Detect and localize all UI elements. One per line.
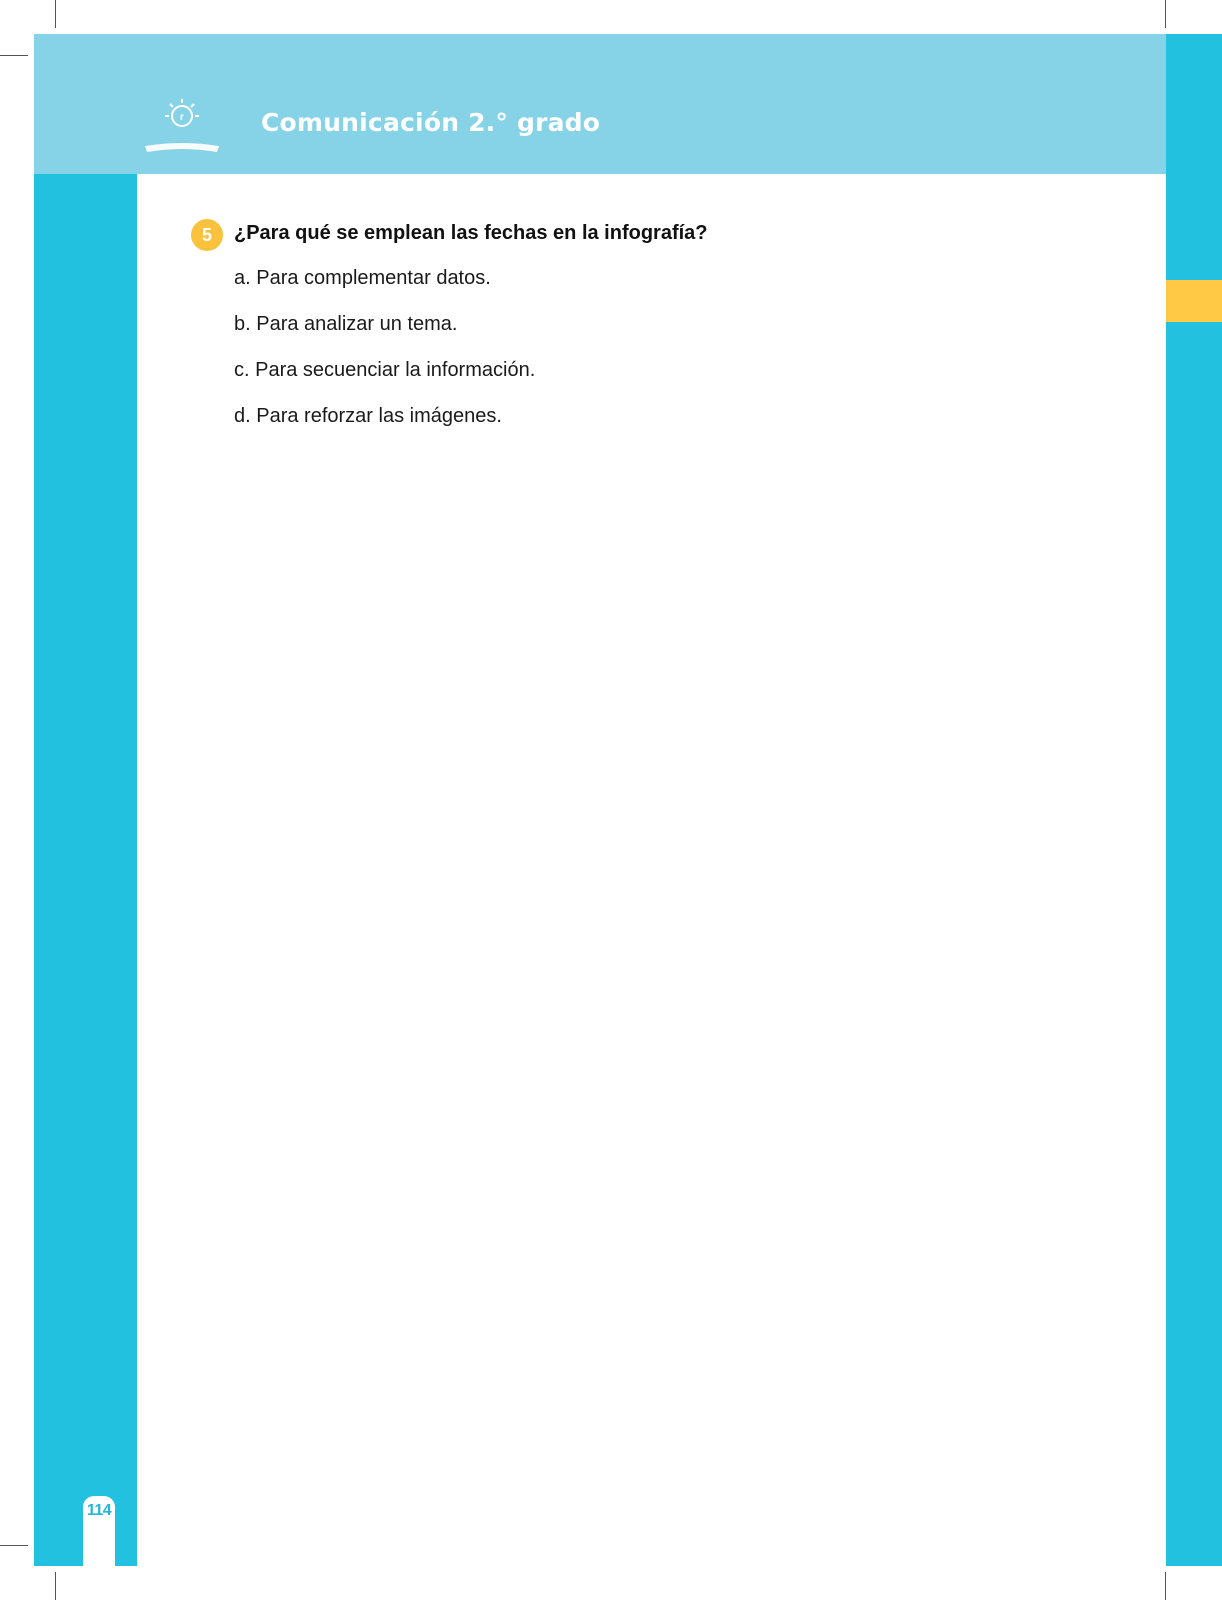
crop-mark	[0, 1545, 28, 1546]
answer-option-a: a. Para complementar datos.	[234, 267, 491, 289]
page-number: 114	[86, 1502, 112, 1519]
question-number-badge: 5	[191, 219, 223, 251]
answer-option-c: c. Para secuenciar la información.	[234, 359, 536, 381]
svg-text:r: r	[180, 112, 184, 123]
crop-mark	[1165, 0, 1166, 28]
jornada-escolar-completa-logo	[140, 96, 224, 158]
crop-mark	[55, 0, 56, 28]
page-header-title: Comunicación 2.° grado	[261, 108, 601, 137]
answer-option-d: d. Para reforzar las imágenes.	[234, 405, 502, 427]
crop-mark	[0, 55, 28, 56]
answer-options	[234, 264, 535, 448]
question-text: ¿Para qué se emplean las fechas en la infografía?	[234, 222, 708, 244]
crop-mark	[1165, 1572, 1166, 1600]
section-tab-marker	[1166, 280, 1222, 322]
answer-option-b: b. Para analizar un tema.	[234, 313, 458, 335]
left-color-band	[34, 34, 137, 1566]
crop-mark	[55, 1572, 56, 1600]
right-color-band	[1166, 34, 1222, 1566]
